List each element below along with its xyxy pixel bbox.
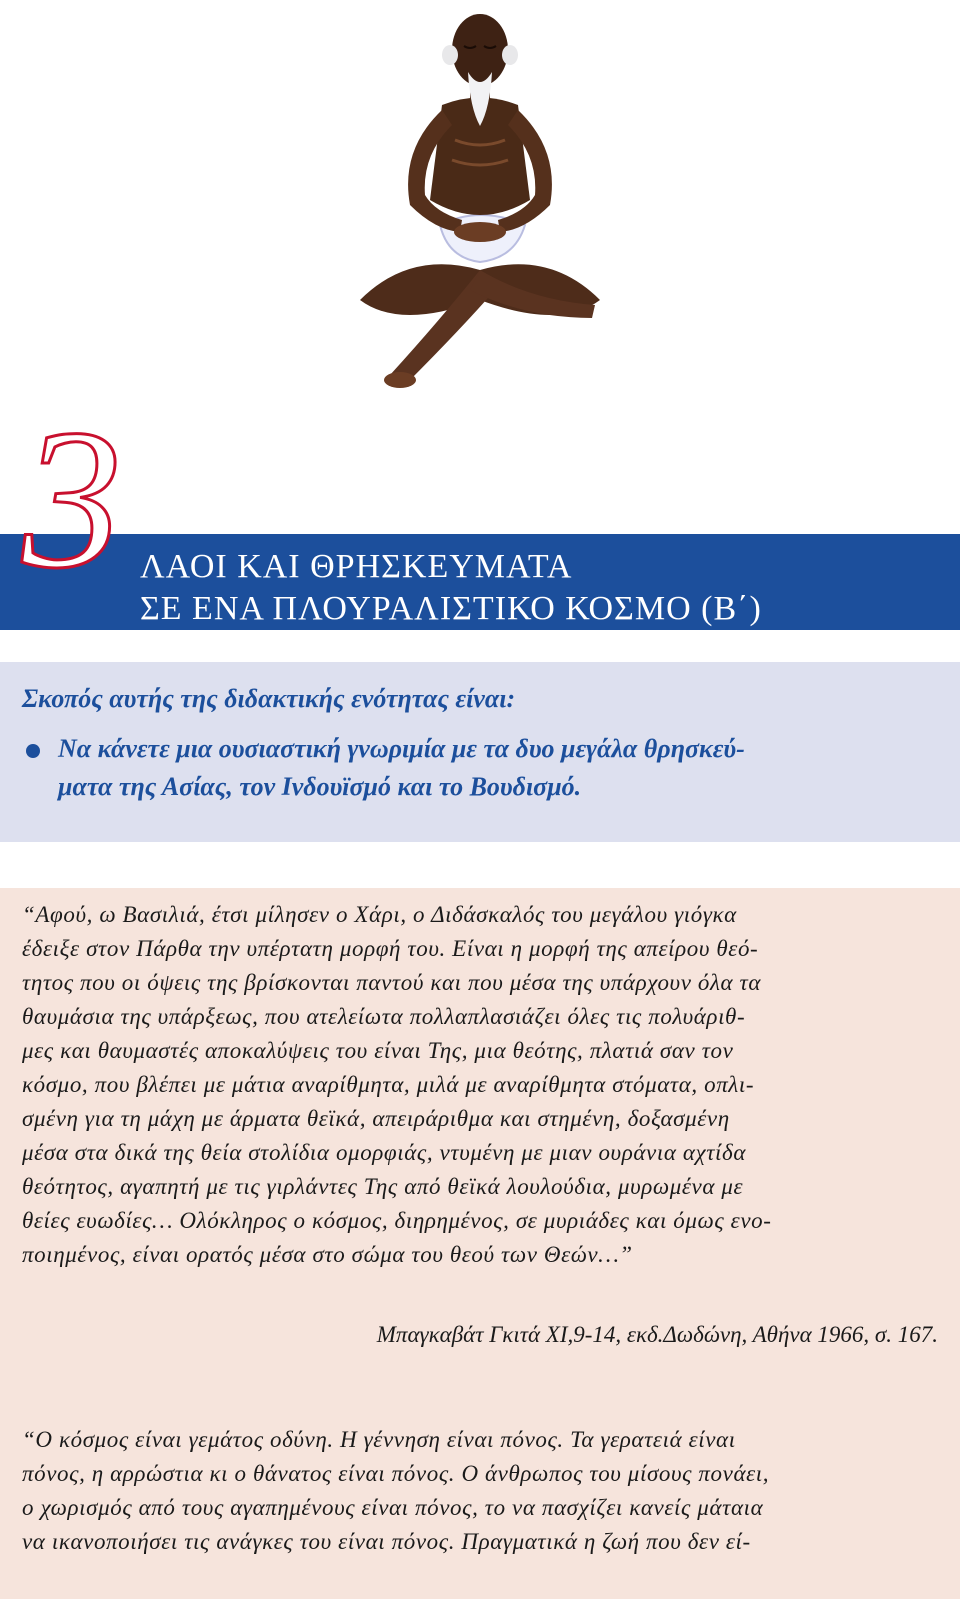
quote-box <box>0 888 960 1599</box>
quote-line: μέσα στα δικά της θεία στολίδια ομορφιάς, ντυμένη με μιαν ουράνια αχτίδα <box>22 1140 747 1165</box>
quote-line: πόνος, η αρρώστια κι ο θάνατος είναι πόνος. Ο άνθρωπος του μίσους πονάει, <box>22 1461 770 1486</box>
quote-line: μες και θαυμαστές αποκαλύψεις του είναι Της, μια θεότης, πλατιά σαν τον <box>22 1038 734 1063</box>
objective-heading: Σκοπός αυτής της διδακτικής ενότητας είναι: <box>22 684 516 713</box>
quote-line: ο χωρισμός από τους αγαπημένους είναι πόνος, το να πασχίζει κανείς μάταια <box>22 1495 764 1520</box>
quote-line: έδειξε στον Πάρθα την υπέρτατη μορφή του. Είναι η μορφή της απείρου θεό- <box>22 936 759 961</box>
quote-source: Μπαγκαβάτ Γκιτά XI,9-14, εκδ.Δωδώνη, Αθήνα 1966, σ. 167. <box>376 1322 938 1347</box>
bhagavad-gita-quote <box>22 898 942 1272</box>
quote-line: κόσμο, που βλέπει με μάτια αναρίθμητα, μιλά με αναρίθμητα στόματα, οπλι- <box>22 1072 755 1097</box>
quote-line: θείες ευωδίες… Ολόκληρος ο κόσμος, διηρημένος, σε μυριάδες και όμως ενο- <box>22 1208 772 1233</box>
objective-item-line-2: ματα της Ασίας, τον Ινδουϊσμό και το Βουδισμό. <box>58 772 582 801</box>
chapter-title-band <box>0 534 960 630</box>
quote-line: “Αφού, ω Βασιλιά, έτσι μίλησεν ο Χάρι, ο Διδάσκαλός του μεγάλου γιόγκα <box>22 902 737 927</box>
bullet-icon <box>26 744 40 758</box>
objective-item-line-1: Να κάνετε μια ουσιαστική γνωριμία με τα δυο μεγάλα θρησκεύ- <box>58 734 745 763</box>
chapter-title-line-2: ΣΕ ΕΝΑ ΠΛΟΥΡΑΛΙΣΤΙΚΟ ΚΟΣΜΟ (Β΄) <box>140 590 762 627</box>
buddhist-quote <box>22 1423 942 1559</box>
chapter-title <box>140 546 762 630</box>
quote-line: να ικανοποιήσει τις ανάγκες του είναι πόνος. Πραγματικά η ζωή που δεν εί- <box>22 1529 751 1554</box>
quote-line: θεότητος, αγαπητή με τις γιρλάντες Της από θεϊκά λουλούδια, μυρωμένα με <box>22 1174 744 1199</box>
quote-line: ποιημένος, είναι ορατός μέσα στο σώμα του θεού των Θεών…” <box>22 1242 633 1267</box>
quote-line: σμένη για τη μάχη με άρματα θεϊκά, απειράριθμα και στημένη, δοξασμένη <box>22 1106 730 1131</box>
meditating-figure-illustration <box>330 0 630 400</box>
chapter-title-line-1: ΛΑΟΙ ΚΑΙ ΘΡΗΣΚΕΥΜΑΤΑ <box>140 548 573 585</box>
objective-box <box>0 662 960 842</box>
quote-line: “Ο κόσμος είναι γεμάτος οδύνη. Η γέννηση είναι πόνος. Τα γερατειά είναι <box>22 1427 736 1452</box>
quote-line: θαυμάσια της υπάρξεως, που ατελείωτα πολλαπλασιάζει όλες τις πολυάριθ- <box>22 1004 746 1029</box>
chapter-number: 3 <box>22 389 122 610</box>
quote-line: τητος που οι όψεις της βρίσκονται παντού και που μέσα της υπάρχουν όλα τα <box>22 970 762 995</box>
objective-item <box>58 730 948 806</box>
